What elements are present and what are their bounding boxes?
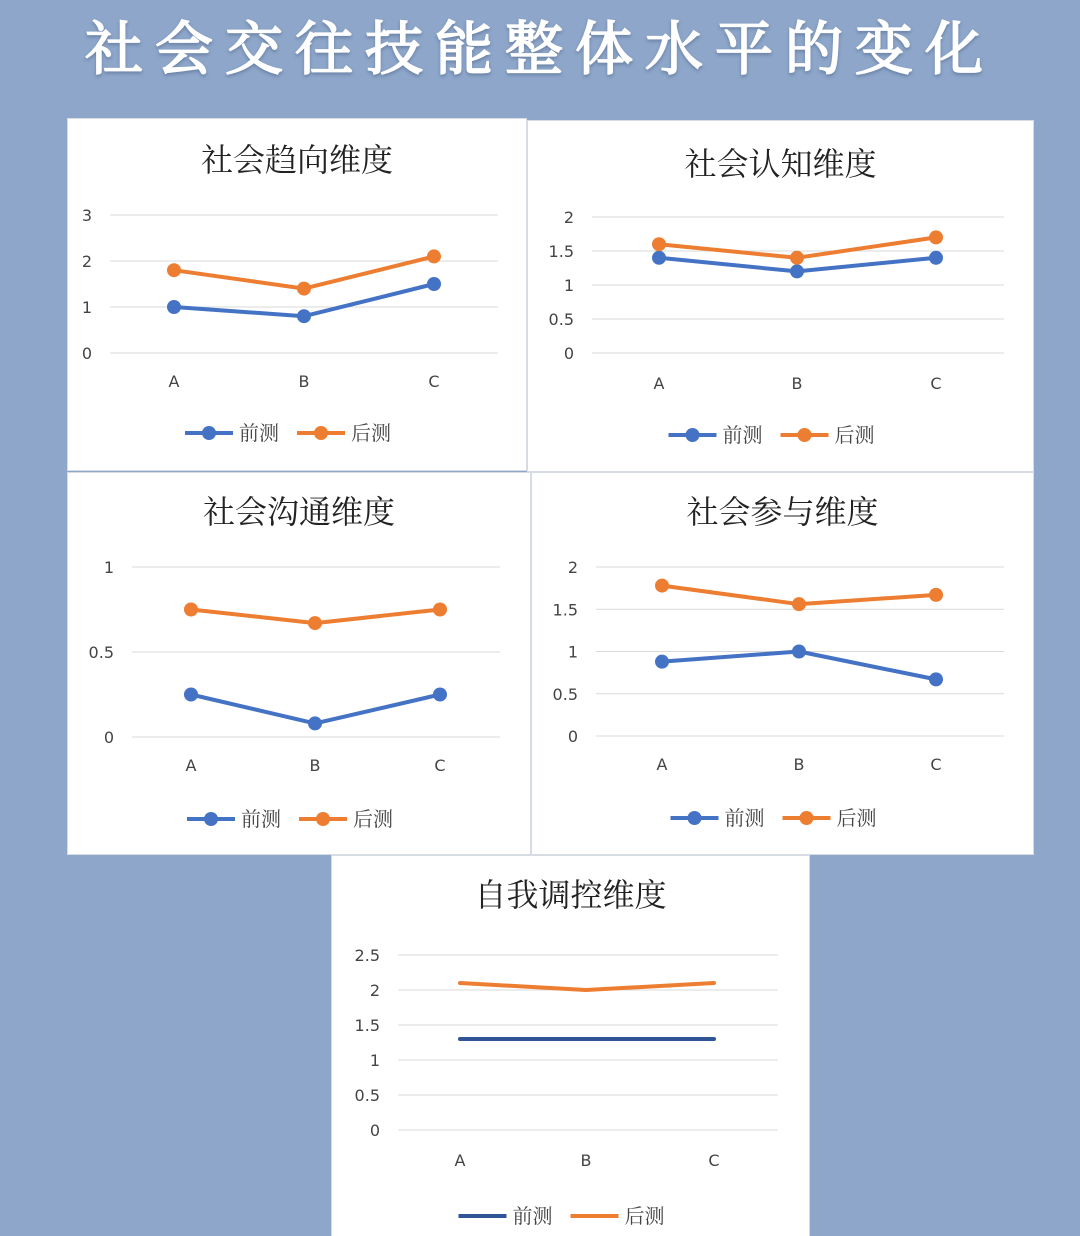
chart-title: 社会趋向维度 — [200, 141, 394, 179]
chart-social-orientation — [68, 119, 526, 470]
chart-social-participation — [532, 473, 1033, 854]
y-tick-label: 0.5 — [88, 643, 114, 662]
legend-label-post: 后测 — [834, 423, 875, 447]
data-point-post — [790, 251, 804, 265]
legend-label-post: 后测 — [624, 1204, 665, 1228]
y-tick-label: 3 — [81, 206, 92, 225]
y-tick-label: 2.5 — [354, 946, 380, 965]
legend-label-pre: 前测 — [724, 806, 765, 830]
legend-marker-post — [798, 428, 812, 442]
y-tick-label: 0 — [563, 344, 574, 363]
y-tick-label: 0.5 — [354, 1086, 380, 1105]
x-tick-label: B — [791, 374, 803, 393]
legend-label-post: 后测 — [351, 421, 391, 445]
x-tick-label: A — [454, 1151, 466, 1170]
y-tick-label: 1 — [81, 298, 92, 317]
data-point-post — [427, 249, 441, 263]
data-point-post — [929, 230, 943, 244]
y-tick-label: 2 — [81, 252, 92, 271]
data-point-pre — [790, 264, 804, 278]
legend-label-post: 后测 — [836, 806, 877, 830]
chart-panel-social-cognition — [528, 121, 1033, 471]
data-point-post — [297, 282, 311, 296]
data-point-pre — [792, 645, 806, 659]
data-point-post — [655, 579, 669, 593]
y-tick-label: 0 — [81, 344, 92, 363]
legend-label-post: 后测 — [353, 807, 393, 831]
chart-title: 社会参与维度 — [686, 493, 879, 531]
data-point-post — [652, 237, 666, 251]
data-point-post — [433, 603, 447, 617]
data-point-post — [929, 588, 943, 602]
legend-label-pre: 前测 — [241, 807, 281, 831]
legend-marker-pre — [202, 426, 216, 440]
x-tick-label: B — [298, 372, 310, 391]
x-tick-label: A — [653, 374, 665, 393]
data-point-post — [184, 603, 198, 617]
x-tick-label: C — [428, 372, 440, 391]
data-point-post — [308, 616, 322, 630]
x-tick-label: C — [434, 756, 446, 775]
y-tick-label: 0 — [103, 728, 114, 747]
chart-panel-self-regulation — [332, 856, 809, 1236]
data-point-pre — [655, 655, 669, 669]
y-tick-label: 1 — [369, 1051, 380, 1070]
data-point-pre — [184, 688, 198, 702]
legend-marker-pre — [204, 812, 218, 826]
chart-title: 自我调控维度 — [474, 876, 667, 914]
y-tick-label: 0 — [369, 1121, 380, 1140]
x-tick-label: B — [580, 1151, 592, 1170]
x-tick-label: A — [168, 372, 180, 391]
data-point-pre — [308, 716, 322, 730]
x-tick-label: C — [930, 374, 942, 393]
x-tick-label: C — [930, 755, 942, 774]
y-tick-label: 1 — [563, 276, 574, 295]
y-tick-label: 0.5 — [552, 684, 578, 704]
chart-self-regulation — [332, 856, 809, 1236]
chart-social-communication — [68, 473, 530, 854]
y-tick-label: 1.5 — [548, 242, 574, 261]
series-line-post — [460, 983, 714, 990]
y-tick-label: 0 — [567, 727, 578, 746]
y-tick-label: 0.5 — [548, 310, 574, 329]
x-tick-label: B — [309, 756, 321, 775]
legend-marker-post — [800, 811, 814, 825]
chart-panel-social-participation — [532, 473, 1033, 854]
x-tick-label: A — [656, 755, 668, 774]
x-tick-label: C — [708, 1151, 720, 1170]
chart-social-cognition — [528, 121, 1033, 471]
legend-label-pre: 前测 — [239, 421, 279, 445]
y-tick-label: 1 — [567, 642, 578, 662]
chart-title: 社会认知维度 — [684, 145, 877, 183]
legend-marker-post — [314, 426, 328, 440]
y-tick-label: 2 — [563, 208, 574, 227]
y-tick-label: 1.5 — [552, 600, 578, 620]
page-title: 社会交往技能整体水平的变化 — [84, 15, 995, 83]
data-point-pre — [929, 251, 943, 265]
data-point-pre — [167, 300, 181, 314]
chart-title: 社会沟通维度 — [202, 493, 396, 531]
chart-panel-social-orientation — [68, 119, 526, 470]
legend-label-pre: 前测 — [722, 423, 763, 447]
x-tick-label: A — [185, 756, 197, 775]
y-tick-label: 2 — [369, 981, 380, 1000]
legend-marker-pre — [686, 428, 700, 442]
legend-label-pre: 前测 — [512, 1204, 553, 1228]
y-tick-label: 2 — [567, 558, 578, 577]
legend-marker-pre — [688, 811, 702, 825]
data-point-pre — [427, 277, 441, 291]
data-point-post — [792, 597, 806, 611]
chart-panel-social-communication — [68, 473, 530, 854]
data-point-pre — [297, 309, 311, 323]
legend-marker-post — [316, 812, 330, 826]
y-tick-label: 1 — [103, 558, 114, 577]
data-point-pre — [652, 251, 666, 265]
data-point-post — [167, 263, 181, 277]
y-tick-label: 1.5 — [354, 1016, 380, 1035]
x-tick-label: B — [793, 755, 805, 774]
data-point-pre — [433, 688, 447, 702]
data-point-pre — [929, 672, 943, 686]
